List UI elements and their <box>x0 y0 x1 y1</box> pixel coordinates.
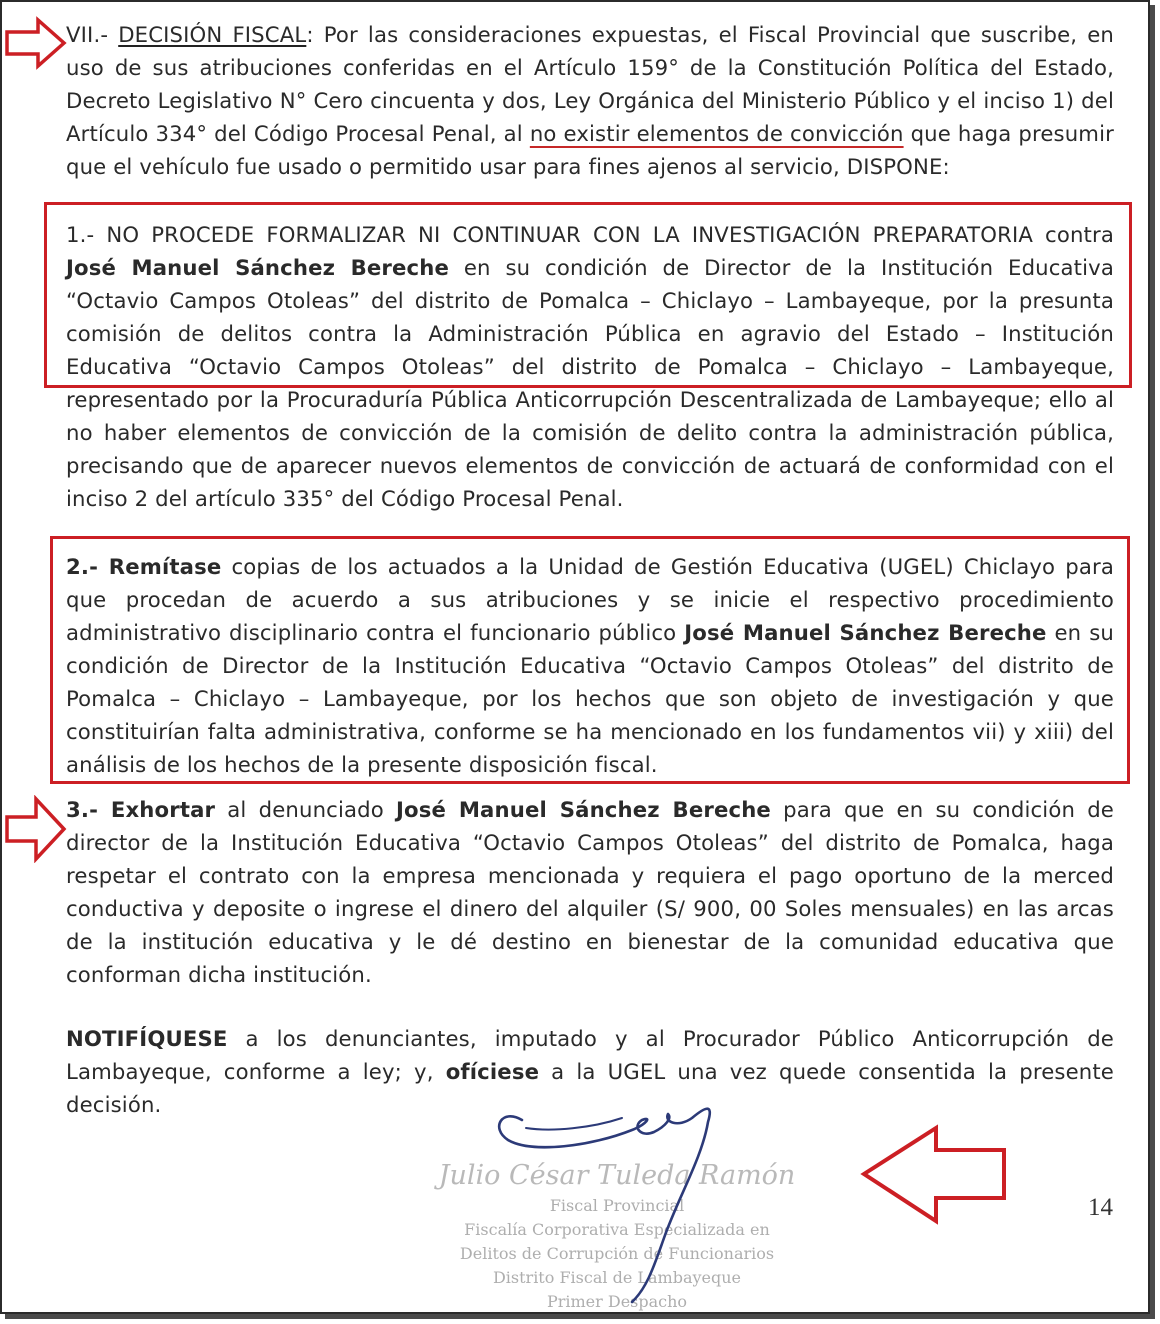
section-number: VII.- <box>66 22 109 47</box>
item-1-text: contra <box>1033 222 1114 247</box>
page-number: 14 <box>1088 1194 1113 1221</box>
stamp-line: Delitos de Corrupción de Funcionarios <box>459 1244 775 1263</box>
highlight-box-item-2 <box>50 536 1130 784</box>
item-3-lead: 3.- Exhortar <box>66 797 216 822</box>
highlighted-phrase: no existir elementos de convicción <box>529 121 904 146</box>
notify-bold: ofíciese <box>445 1059 540 1084</box>
item-2-text: copias de los actuados a la Unidad de Gestión Educativa (UGEL) Chiclayo para que procedan de acuerdo a sus atribuciones y se inicie el respectivo procedimiento administrativo disciplinario contra el funcionario público <box>66 554 1114 645</box>
notify-text-end: a la UGEL una vez quede consentida la presente decisión. <box>66 1059 1114 1117</box>
highlight-box-item-1 <box>44 202 1132 388</box>
item-1-lead: 1.- NO PROCEDE FORMALIZAR NI CONTINUAR CON LA INVESTIGACIÓN PREPARATORIA <box>66 222 1034 247</box>
section-text: : Por las consideraciones expuestas, el Fiscal Provincial que suscribe, en uso de sus atribuciones conferidas en el Artículo 159° de la Constitución Política del Estado, Decreto Legislativo N° Cero cincuenta y dos, Ley Orgánica del Ministerio Público y el inciso 1) del Artículo 334° del Código Procesal Penal, al <box>66 22 1114 146</box>
stamp-line: Primer Despacho <box>546 1292 688 1311</box>
notify-lead: NOTIFÍQUESE <box>66 1026 228 1051</box>
item-3-text-end: para que en su condición de director de la Institución Educativa “Octavio Campos Otoleas” del distrito de Pomalca, haga respetar el contrato con la empresa mencionada y requiera el pago oportuno de la merced conductiva y deposite o ingrese el dinero del alquiler (S/ 900, 00 Soles mensuales) en las arcas de la institución educativa y le dé destino en bienestar de la comunidad educativa que conforman dicha institución. <box>66 797 1114 987</box>
stamp-name: Julio César Tuleda Ramón <box>438 1160 796 1191</box>
arrow-right-icon <box>4 16 68 70</box>
notify-text: a los denunciantes, imputado y al Procurador Público Anticorrupción de Lambayeque, conforme a ley; y, <box>66 1026 1114 1084</box>
item-1-text-end: en su condición de Director de la Institución Educativa “Octavio Campos Otoleas” del distrito de Pomalca – Chiclayo – Lambayeque, por la presunta comisión de delitos contra la Administración Pública en agravio del Estado – Institución Educativa “Octavio Campos Otoleas” del distrito de Pomalca – Chiclayo – Lambayeque, representado por la Procuraduría Pública Anticorrupción Descentralizada de Lambayeque; ello al no haber elementos de convicción de la comisión de delito contra la administración pública, precisando que de aparecer nuevos elementos de convicción de actuará de conformidad con el inciso 2 del artículo 335° del Código Procesal Penal. <box>66 255 1114 511</box>
stamp-line: Distrito Fiscal de Lambayeque <box>492 1268 742 1287</box>
item-3-text: al denunciado <box>215 797 396 822</box>
section-vii-paragraph <box>66 18 1114 183</box>
stamp-line: Fiscal Provincial <box>549 1196 685 1215</box>
item-2-lead: 2.- Remítase <box>66 554 222 579</box>
item-2-text-end: en su condición de Director de la Institución Educativa “Octavio Campos Otoleas” del distrito de Pomalca – Chiclayo – Lambayeque, por los hechos que son objeto de investigación y que constituirían falta administrativa, conforme se ha mencionado en los fundamentos vii) y xiii) del análisis de los hechos de la presente disposición fiscal. <box>66 620 1114 777</box>
section-text-end: que haga presumir que el vehículo fue usado o permitido usar para fines ajenos al servicio, DISPONE: <box>66 121 1114 179</box>
stamp-line: Fiscalía Corporativa Especializada en <box>464 1220 770 1239</box>
item-1-name: José Manuel Sánchez Bereche <box>66 255 449 280</box>
arrow-right-icon <box>4 795 68 863</box>
item-3-name: José Manuel Sánchez Bereche <box>396 797 771 822</box>
section-heading: DECISIÓN FISCAL <box>118 22 307 47</box>
item-3-paragraph <box>66 793 1114 991</box>
arrow-left-icon <box>860 1124 1008 1226</box>
item-2-name: José Manuel Sánchez Bereche <box>684 620 1047 645</box>
signature-icon <box>482 1088 752 1308</box>
